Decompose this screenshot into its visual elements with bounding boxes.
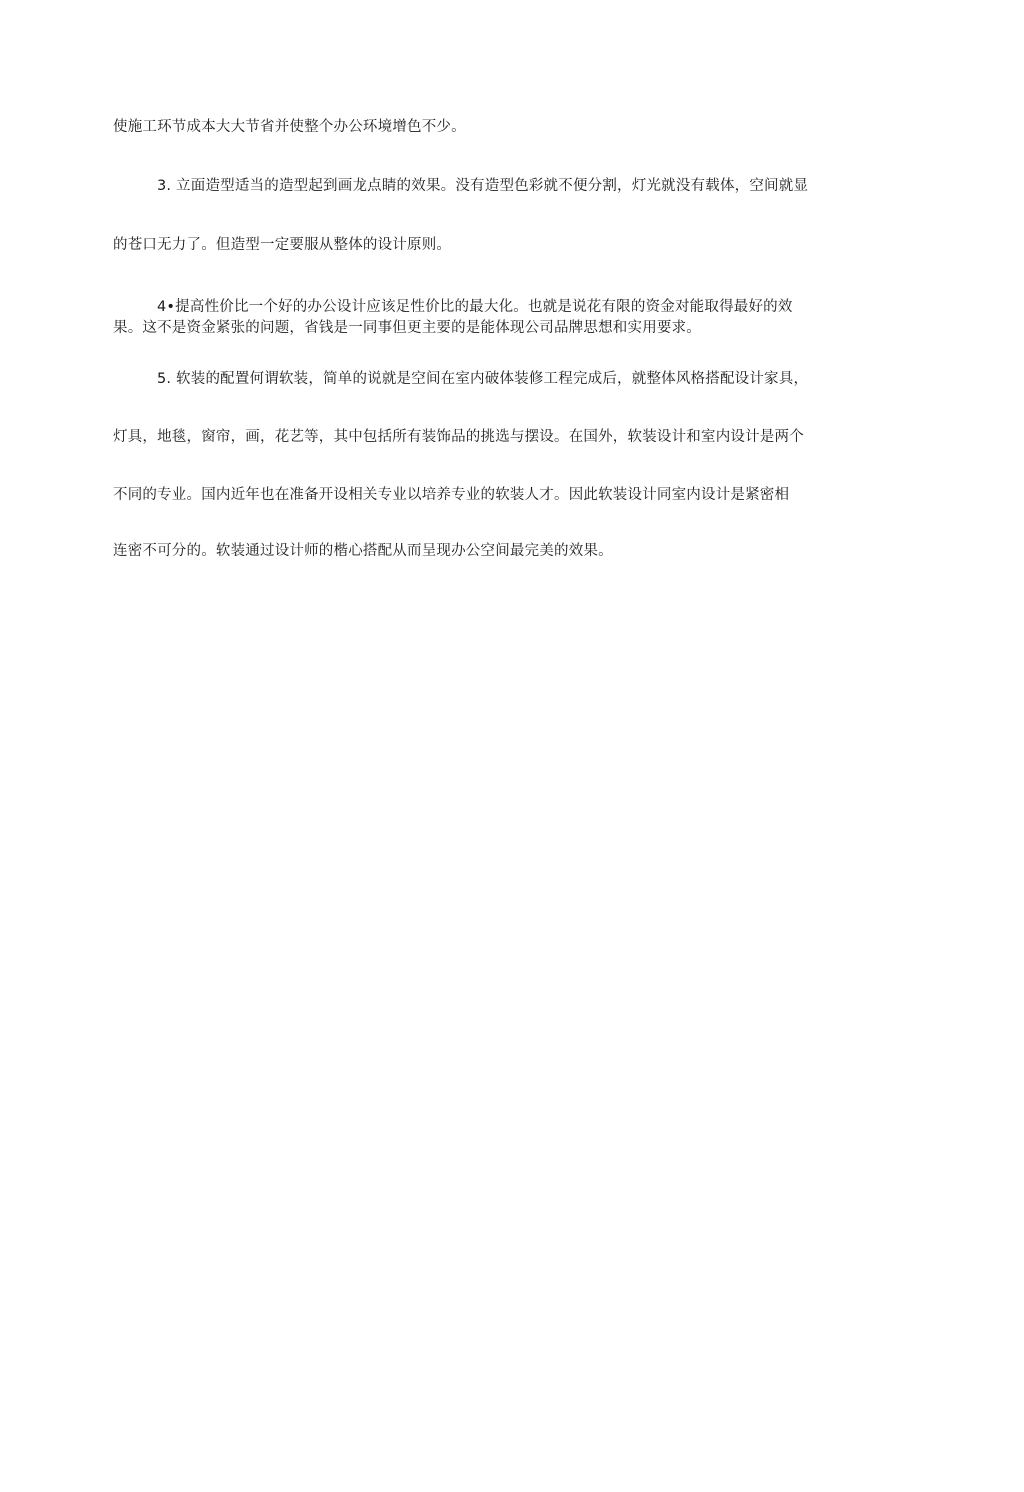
text-line-3: 的苍口无力了。但造型一定要服从整体的设计原则。 — [113, 237, 452, 253]
text-line-6: 5. 软装的配置何谓软装，简单的说就是空间在室内破体装修工程完成后，就整体风格搭配设计家具， — [157, 371, 809, 387]
text-line-9: 连密不可分的。软装通过设计师的楷心搭配从而呈现办公空间最完美的效果。 — [113, 543, 613, 559]
text-line-1: 使施工环节成本大大节省并使整个办公环境增色不少。 — [113, 119, 466, 135]
text-line-5: 果。这不是资金紧张的问题，省钱是一同事但更主要的是能体现公司品牌思想和实用要求。 — [113, 320, 701, 336]
text-line-4: 4•提高性价比一个好的办公设计应该足性价比的最大化。也就是说花有限的资金对能取得最好的效 — [157, 299, 793, 315]
text-line-2: 3. 立面造型适当的造型起到画龙点睛的效果。没有造型色彩就不便分割，灯光就没有载体，空间就显 — [157, 178, 809, 194]
text-line-7: 灯具，地毯，窗帘，画，花艺等，其中包括所有装饰品的挑选与摆设。在国外，软装设计和室内设计是两个 — [113, 429, 804, 445]
text-line-8: 不同的专业。国内近年也在准备开设相关专业以培养专业的软装人才。因此软装设计同室内设计是紧密相 — [113, 487, 790, 503]
